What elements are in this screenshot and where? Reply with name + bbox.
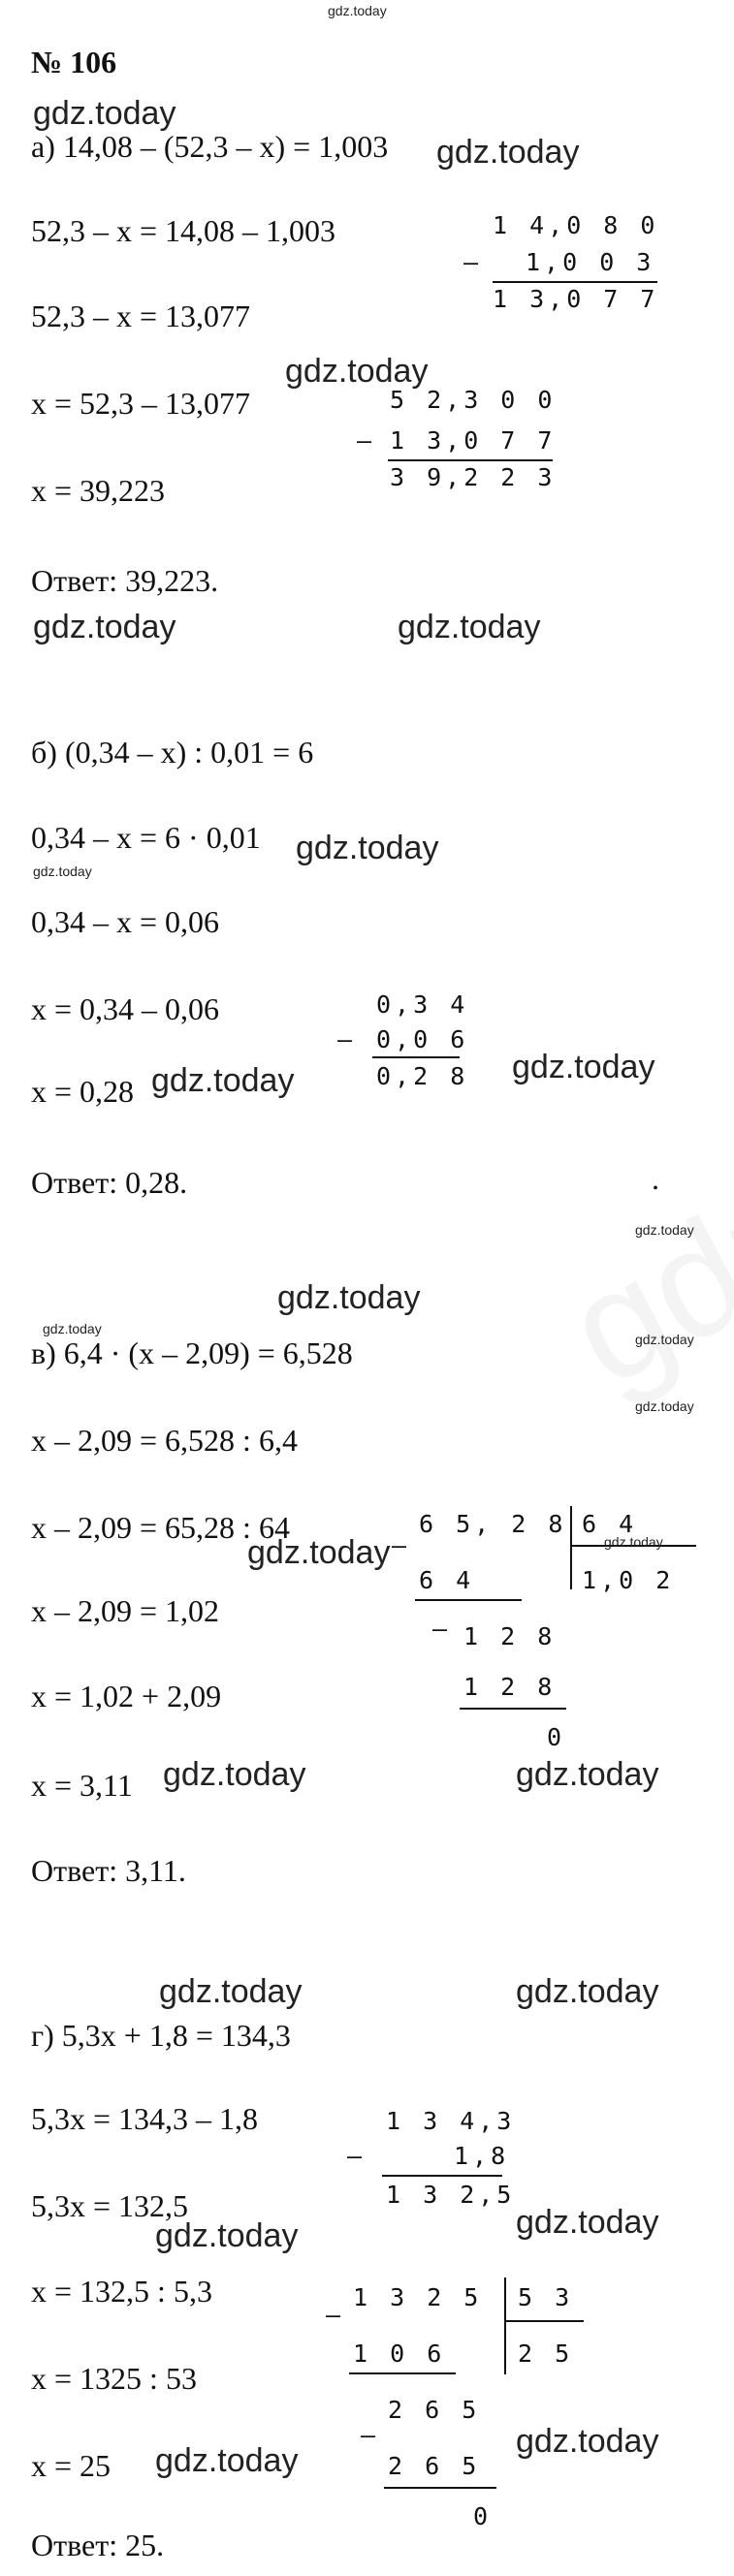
equation-line: x = 132,5 : 5,3 bbox=[31, 2274, 212, 2309]
division-quotient: 2 5 bbox=[518, 2340, 574, 2368]
division-line bbox=[349, 2372, 456, 2374]
minus-sign: – bbox=[361, 2421, 380, 2449]
watermark: gdz.today bbox=[33, 864, 92, 879]
watermark: gdz.today bbox=[516, 1973, 659, 2010]
equation-line: 52,3 – x = 14,08 – 1,003 bbox=[31, 213, 336, 248]
equation-line: x – 2,09 = 1,02 bbox=[31, 1593, 220, 1628]
division-line bbox=[460, 1708, 566, 1710]
minus-sign: – bbox=[432, 1615, 452, 1643]
watermark: gdz.today bbox=[398, 609, 541, 645]
equation-line: в) 6,4 · (x – 2,09) = 6,528 bbox=[31, 1335, 353, 1370]
equation-line: 5,3x = 134,3 – 1,8 bbox=[31, 2101, 259, 2136]
dot-mark: . bbox=[652, 1161, 659, 1196]
division-dividend: 1 3 2 5 bbox=[353, 2283, 483, 2311]
division-step: 2 6 5 bbox=[388, 2452, 481, 2480]
equation-line: x = 39,223 bbox=[31, 473, 166, 508]
watermark: gdz.today bbox=[247, 1534, 391, 1571]
division-bar bbox=[504, 2278, 506, 2374]
calc-minuend: 5 2,3 0 0 bbox=[390, 386, 557, 414]
division-step: 1 2 8 bbox=[463, 1673, 557, 1701]
equation-line: б) (0,34 – x) : 0,01 = 6 bbox=[31, 735, 314, 770]
watermark: gdz.today bbox=[635, 1332, 694, 1347]
equation-line: г) 5,3x + 1,8 = 134,3 bbox=[31, 2018, 291, 2053]
equation-line: x = 1,02 + 2,09 bbox=[31, 1679, 222, 1713]
minus-sign: – bbox=[326, 2301, 345, 2329]
answer-line: Ответ: 25. bbox=[31, 2528, 165, 2562]
division-line bbox=[384, 2487, 496, 2489]
calc-result: 1 3 2,5 bbox=[386, 2181, 516, 2209]
calc-line bbox=[372, 1056, 460, 1058]
equation-line: x = 52,3 – 13,077 bbox=[31, 386, 251, 421]
minus-sign: – bbox=[347, 2142, 367, 2170]
calc-subtrahend: 1 3,0 7 7 bbox=[390, 426, 557, 455]
answer-line: Ответ: 0,28. bbox=[31, 1165, 188, 1200]
division-step: 6 4 bbox=[419, 1566, 475, 1594]
equation-line: x – 2,09 = 6,528 : 6,4 bbox=[31, 1423, 298, 1458]
watermark: gdz.today bbox=[604, 1534, 663, 1550]
division-line bbox=[415, 1599, 522, 1601]
watermark: gdz.today bbox=[277, 1279, 421, 1316]
equation-line: 0,34 – x = 0,06 bbox=[31, 904, 220, 939]
division-dividend: 6 5, 2 8 bbox=[419, 1510, 567, 1538]
division-bar bbox=[570, 1506, 572, 1589]
equation-line: x = 0,28 bbox=[31, 1074, 135, 1109]
watermark: gdz.today bbox=[328, 3, 387, 18]
division-quotient: 1,0 2 bbox=[582, 1566, 675, 1594]
equation-line: x = 0,34 – 0,06 bbox=[31, 991, 220, 1026]
division-remainder: 2 6 5 bbox=[388, 2396, 481, 2424]
calc-result: 1 3,0 7 7 bbox=[493, 285, 659, 313]
equation-line: 52,3 – x = 13,077 bbox=[31, 298, 251, 333]
equation-line: а) 14,08 – (52,3 – x) = 1,003 bbox=[31, 129, 389, 164]
division-divisor: 5 3 bbox=[518, 2283, 574, 2311]
calc-line bbox=[382, 2175, 502, 2177]
watermark: gdz.today bbox=[635, 1222, 694, 1238]
answer-line: Ответ: 3,11. bbox=[31, 1853, 186, 1888]
watermark: gdz.today bbox=[516, 2423, 659, 2460]
watermark: gdz.today bbox=[512, 1049, 655, 1085]
equation-line: x = 1325 : 53 bbox=[31, 2361, 197, 2396]
problem-title: № 106 bbox=[31, 45, 117, 79]
division-remainder: 1 2 8 bbox=[463, 1622, 557, 1650]
division-final: 0 bbox=[547, 1723, 566, 1751]
minus-sign: – bbox=[337, 1025, 357, 1053]
minus-sign: – bbox=[357, 426, 376, 455]
watermark: gdz.today bbox=[43, 1321, 102, 1336]
background-watermark bbox=[540, 948, 734, 1421]
calc-minuend: 0,3 4 bbox=[376, 990, 469, 1019]
minus-sign: – bbox=[392, 1531, 411, 1559]
minus-sign: – bbox=[463, 248, 483, 276]
calc-subtrahend: 0,0 6 bbox=[376, 1025, 469, 1053]
watermark: gdz.today bbox=[155, 2442, 299, 2479]
watermark: gdz.today bbox=[33, 95, 176, 132]
calc-line bbox=[388, 459, 553, 461]
equation-line: x – 2,09 = 65,28 : 64 bbox=[31, 1510, 290, 1545]
division-step: 1 0 6 bbox=[353, 2340, 446, 2368]
calc-result: 3 9,2 2 3 bbox=[390, 463, 557, 491]
watermark: gdz.today bbox=[163, 1756, 306, 1793]
division-divisor: 6 4 bbox=[582, 1510, 638, 1538]
calc-subtrahend: 1,8 bbox=[454, 2142, 510, 2170]
watermark: gdz.today bbox=[151, 1062, 295, 1099]
calc-minuend: 1 3 4,3 bbox=[386, 2107, 516, 2135]
calc-line bbox=[493, 281, 657, 283]
calc-subtrahend: 1,0 0 3 bbox=[526, 248, 655, 276]
equation-line: x = 3,11 bbox=[31, 1768, 133, 1803]
equation-line: 5,3x = 132,5 bbox=[31, 2188, 189, 2223]
watermark: gdz.today bbox=[33, 609, 176, 645]
watermark: gdz.today bbox=[159, 1973, 303, 2010]
division-final: 0 bbox=[473, 2502, 493, 2530]
answer-line: Ответ: 39,223. bbox=[31, 563, 219, 598]
calc-result: 0,2 8 bbox=[376, 1062, 469, 1090]
calc-minuend: 1 4,0 8 0 bbox=[493, 211, 659, 239]
watermark: gdz.today bbox=[436, 134, 580, 171]
watermark: gdz.today bbox=[516, 2204, 659, 2241]
watermark: gdz.today bbox=[296, 830, 439, 866]
watermark: gdz.today bbox=[635, 1398, 694, 1414]
watermark: gdz.today bbox=[516, 1756, 659, 1793]
equation-line: 0,34 – x = 6 · 0,01 bbox=[31, 820, 261, 855]
watermark: gdz.today bbox=[285, 353, 429, 390]
equation-line: x = 25 bbox=[31, 2448, 112, 2483]
division-line bbox=[504, 2320, 584, 2322]
watermark: gdz.today bbox=[155, 2217, 299, 2254]
